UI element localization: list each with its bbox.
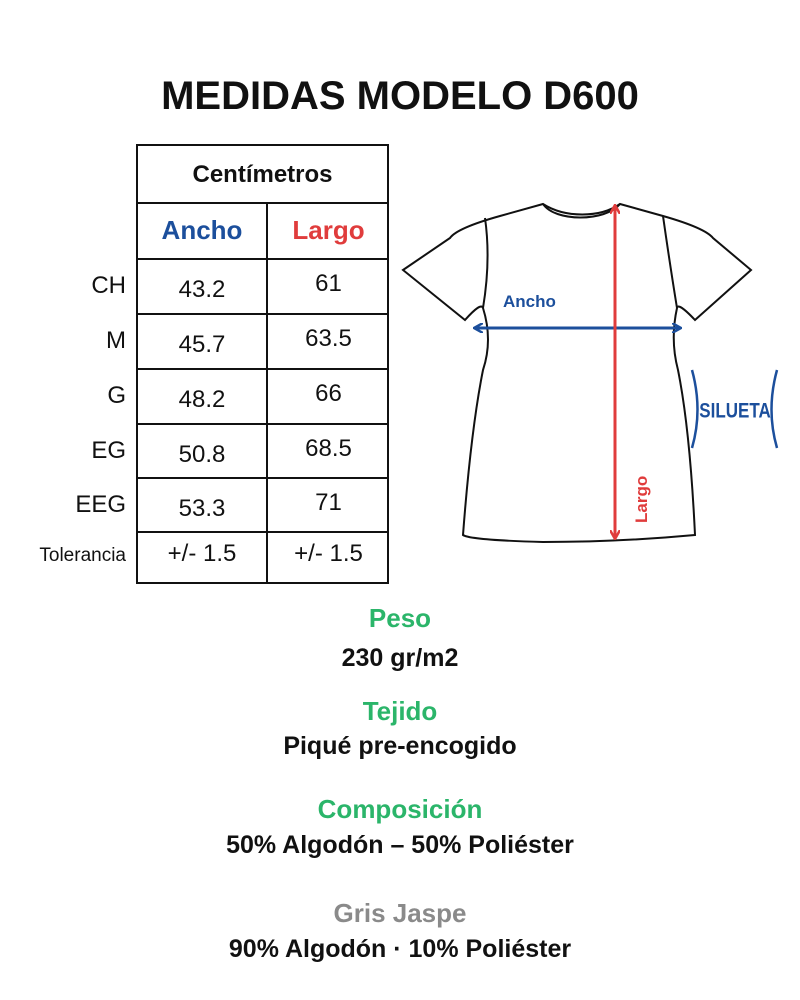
- column-header-ancho: Ancho: [161, 215, 243, 245]
- composicion-value: 50% Algodón – 50% Poliéster: [226, 831, 574, 859]
- tejido-value: Piqué pre-encogido: [283, 732, 517, 760]
- composicion-label: Composición: [317, 794, 483, 824]
- silueta-label: SILUETA: [699, 399, 771, 424]
- ancho-diagram-label: Ancho: [503, 292, 556, 311]
- tshirt-outline: [403, 204, 751, 542]
- size-label-m: M: [106, 327, 126, 354]
- cell-tolerancia-largo: +/- 1.5: [294, 539, 363, 567]
- peso-value: 230 gr/m2: [341, 644, 459, 672]
- gris-jaspe-label: Gris Jaspe: [333, 898, 467, 928]
- cell-ch-ancho: 43.2: [178, 275, 226, 303]
- cell-eeg-largo: 71: [315, 488, 342, 516]
- size-label-eg: EG: [91, 437, 126, 464]
- size-label-eeg: EEG: [75, 491, 126, 518]
- spec-peso: [0, 603, 800, 673]
- tshirt-diagram: [395, 190, 795, 550]
- cell-tolerancia-ancho: +/- 1.5: [167, 539, 237, 567]
- size-table: [136, 144, 389, 584]
- sleeve-seam-right: [663, 216, 677, 308]
- cell-eg-ancho: 50.8: [178, 440, 226, 468]
- spec-tejido: [0, 696, 800, 761]
- cell-eg-largo: 68.5: [305, 434, 352, 462]
- tejido-label: Tejido: [362, 696, 438, 726]
- column-header-largo: Largo: [292, 215, 365, 245]
- cell-m-ancho: 45.7: [178, 330, 226, 358]
- gris-jaspe-value: 90% Algodón · 10% Poliéster: [228, 935, 572, 963]
- size-label-g: G: [107, 382, 126, 409]
- largo-diagram-label: Largo: [632, 475, 651, 523]
- cell-g-largo: 66: [315, 379, 342, 407]
- cell-eeg-ancho: 53.3: [178, 494, 226, 522]
- cell-g-ancho: 48.2: [178, 385, 226, 413]
- units-header: Centímetros: [192, 160, 333, 188]
- size-label-ch: CH: [91, 272, 126, 299]
- size-label-tolerancia: Tolerancia: [39, 545, 126, 566]
- sleeve-seam-left: [483, 218, 488, 308]
- cell-ch-largo: 61: [315, 269, 342, 297]
- spec-composicion: [0, 794, 800, 860]
- spec-gris-jaspe: [0, 898, 800, 964]
- peso-label: Peso: [368, 603, 432, 633]
- silueta-badge: [692, 370, 777, 448]
- page-title: MEDIDAS MODELO D600: [161, 74, 639, 118]
- cell-m-largo: 63.5: [305, 324, 352, 352]
